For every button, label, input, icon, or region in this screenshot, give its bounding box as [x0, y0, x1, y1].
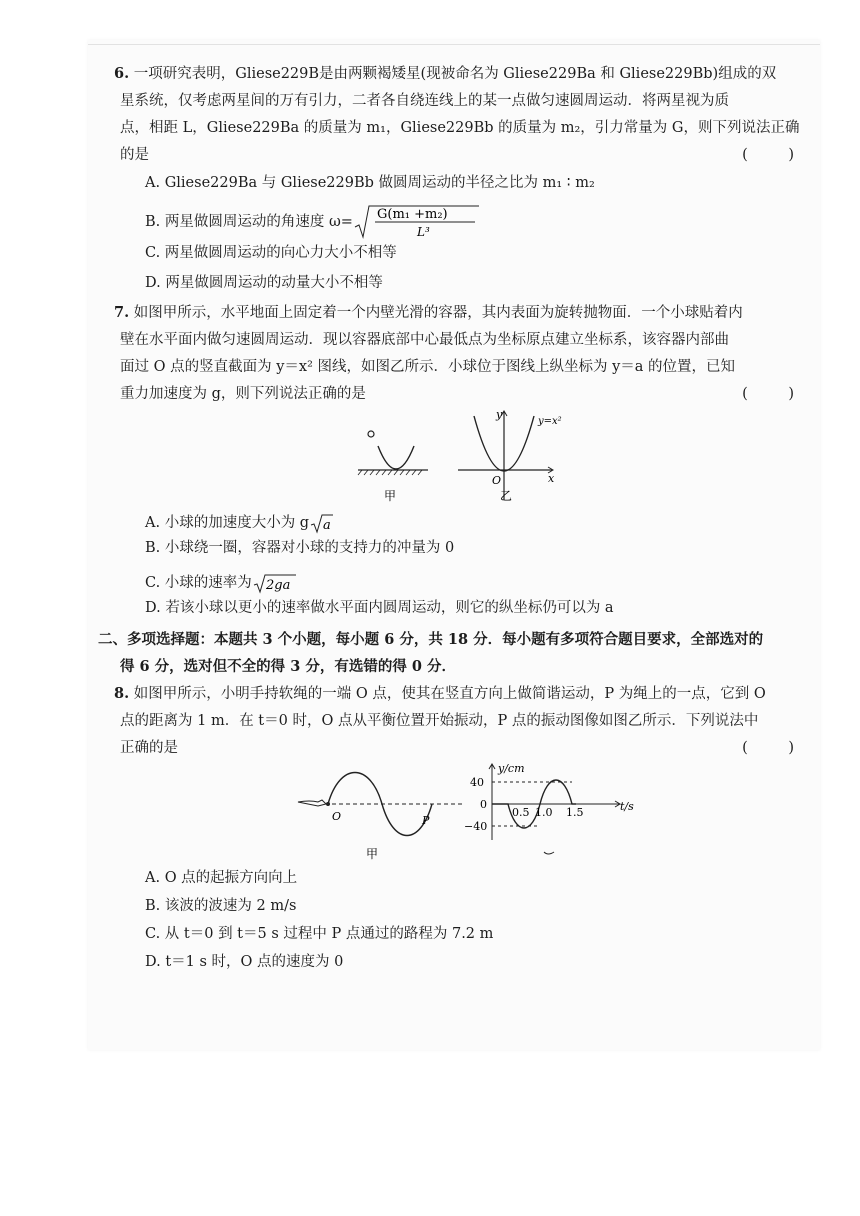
point-o	[326, 802, 330, 806]
fraction-denominator: L³	[416, 225, 430, 239]
fraction-numerator: G(m₁ +m₂)	[376, 207, 448, 222]
sqrt-fraction	[353, 203, 483, 241]
option-c: C. 两星做圆周运动的向心力大小不相等	[145, 245, 397, 261]
question-number: 7.	[114, 304, 130, 321]
section-heading	[98, 626, 800, 680]
answer-blank: ( )	[742, 740, 812, 756]
question-text-line: 点，相距 L，Gliese229Ba 的质量为 m₁，Gliese229Bb 的质量为 m₂，引力常量为 G，则下列说法正确	[120, 120, 800, 136]
section-heading-line: 得 6 分，选对但不全的得 3 分，有选错的得 0 分．	[120, 658, 457, 675]
tick-label-t05: 0.5	[512, 806, 530, 819]
axis-label-x: x	[548, 472, 555, 485]
question-text-line: 正确的是	[120, 740, 178, 756]
tick-label-40: 40	[470, 776, 484, 789]
sqrt-symbol	[252, 572, 298, 594]
question-6	[114, 60, 812, 169]
figure-label-jia: 甲	[366, 847, 379, 861]
option-a	[145, 508, 800, 538]
label-o: O	[332, 810, 342, 823]
answer-blank: ( )	[742, 386, 812, 402]
figure-label-jia: 甲	[384, 489, 397, 503]
container-curve	[378, 446, 414, 469]
axis-label-y: y	[496, 408, 503, 421]
option-a: A. Gliese229Ba 与 Gliese229Bb 做圆周运动的半径之比为 m₁ ∶ m₂	[145, 175, 595, 191]
figure-mark	[544, 852, 554, 854]
document-content	[98, 60, 812, 980]
sqrt-symbol	[309, 512, 335, 534]
tick-label-t10: 1.0	[535, 806, 553, 819]
question-text-line: 面过 O 点的竖直截面为 y＝x² 图线，如图乙所示．小球位于图线上纵坐标为 y＝a 的位置，已知	[120, 359, 736, 375]
tick-label-0: 0	[480, 798, 487, 811]
option-a-text: A. 小球的加速度大小为 g	[145, 515, 310, 531]
axis-label-y: y/cm	[498, 762, 525, 775]
option-c: C. 从 t＝0 到 t＝5 s 过程中 P 点通过的路程为 7.2 m	[145, 926, 494, 942]
answer-blank: ( )	[742, 147, 812, 163]
option-b: B. 该波的波速为 2 m/s	[145, 898, 297, 914]
svg-text:a: a	[323, 518, 331, 533]
question-text-line: 星系统，仅考虑两星间的万有引力，二者各自绕连线上的某一点做匀速圆周运动．将两星视为质	[120, 93, 729, 109]
svg-text:2ga: 2ga	[265, 578, 291, 593]
curve-label: y=x²	[538, 416, 562, 427]
question-7	[114, 299, 812, 408]
option-b-text: B. 两星做圆周运动的角速度 ω=	[145, 214, 353, 230]
question-text-line: 的是	[120, 147, 149, 163]
tick-label-t15: 1.5	[566, 806, 584, 819]
question-text-line: 一项研究表明，Gliese229B是由两颗褐矮星(现被命名为 Gliese229Ba 和 Gliese229Bb)组成的双	[133, 66, 777, 82]
hand-icon	[298, 800, 326, 806]
question-number: 6.	[114, 65, 130, 82]
label-p: P	[422, 814, 430, 827]
question-text-line: 重力加速度为 g，则下列说法正确的是	[120, 386, 366, 402]
question-text-line: 如图甲所示，小明手持软绳的一端 O 点，使其在竖直方向上做简谐运动，P 为绳上的一点，它到 O	[133, 686, 766, 702]
question-text-line: 壁在水平面内做匀速圆周运动．现以容器底部中心最低点为坐标原点建立坐标系，该容器内部曲	[120, 332, 729, 348]
option-b	[145, 203, 800, 241]
question-number: 8.	[114, 685, 130, 702]
question-8	[114, 680, 812, 762]
option-d: D. 两星做圆周运动的动量大小不相等	[145, 275, 383, 291]
top-divider	[88, 44, 820, 45]
option-a: A. O 点的起振方向向上	[145, 870, 298, 886]
tick-label-n40: −40	[464, 820, 488, 833]
option-c	[145, 568, 800, 598]
ground-hatch	[358, 470, 422, 475]
ball-icon	[368, 431, 374, 437]
figure-label-yi: 乙	[500, 489, 513, 503]
question-text-line: 点的距离为 1 m．在 t＝0 时，O 点从平衡位置开始振动，P 点的振动图像如图乙所示．下列说法中	[120, 713, 759, 729]
section-heading-line: 二、多项选择题：本题共 3 个小题，每小题 6 分，共 18 分．每小题有多项符合题目要求，全部选对的	[98, 631, 764, 648]
option-c-text: C. 小球的速率为	[145, 575, 252, 591]
option-b: B. 小球绕一圈，容器对小球的支持力的冲量为 0	[145, 540, 455, 556]
question-text-line: 如图甲所示，水平地面上固定着一个内壁光滑的容器，其内表面为旋转抛物面．一个小球贴着内	[133, 305, 743, 321]
origin-label: O	[492, 474, 502, 487]
option-d: D. 若该小球以更小的速率做水平面内圆周运动，则它的纵坐标仍可以为 a	[145, 600, 614, 616]
q8-figure	[120, 762, 800, 868]
option-d: D. t＝1 s 时，O 点的速度为 0	[145, 954, 344, 970]
axis-label-t: t/s	[620, 800, 634, 813]
q7-figure	[120, 408, 800, 508]
